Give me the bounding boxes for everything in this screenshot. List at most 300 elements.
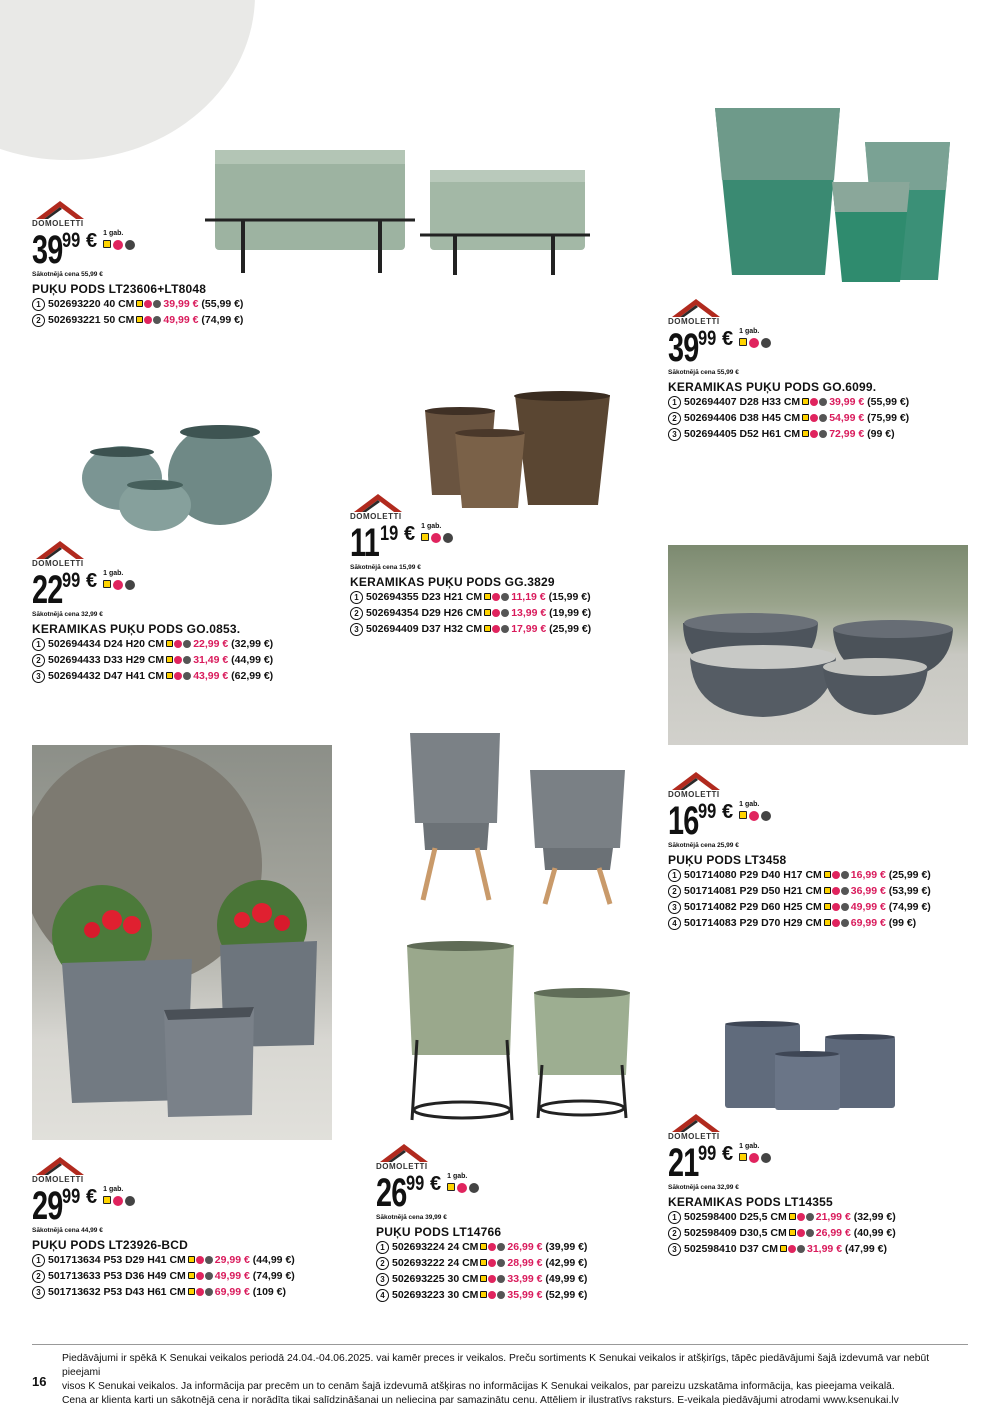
variant-row [668, 410, 968, 426]
domoletti-logo [32, 197, 88, 221]
no-discount-icon [196, 1272, 204, 1280]
product-go6099 [668, 295, 968, 442]
no-discount-icon [749, 1153, 759, 1163]
variant-old-price: (32,99 €) [231, 638, 274, 650]
no-discount-icon [832, 919, 840, 927]
variant-price: 72,99 € [829, 428, 865, 440]
original-price: Sākotnējā cena 32,99 € [668, 1184, 739, 1191]
no-discount-icon [113, 580, 123, 590]
variant-row [668, 867, 968, 883]
no-discount-icon [457, 1183, 467, 1193]
variant-row [32, 1252, 312, 1268]
variant-size: D37 H32 CM [421, 623, 483, 635]
brand-name: DOMOLETTI [32, 219, 84, 228]
product-go0853 [32, 537, 312, 684]
loyalty-icon [153, 316, 161, 324]
no-discount-icon [488, 1259, 496, 1267]
price-icons [739, 338, 771, 348]
variant-price: 22,99 € [193, 638, 229, 650]
loyalty-icon [819, 398, 827, 406]
price-icons [447, 1183, 479, 1193]
variant-old-price: (44,99 €) [252, 1254, 295, 1266]
domoletti-logo [32, 537, 88, 561]
card-icon [824, 887, 831, 894]
variant-size: P53 D43 H61 CM [103, 1286, 186, 1298]
loyalty-icon [761, 1153, 771, 1163]
variant-old-price: (55,99 €) [201, 298, 244, 310]
variant-number: 1 [32, 638, 45, 651]
loyalty-icon [501, 609, 509, 617]
card-icon [789, 1213, 796, 1220]
card-icon [484, 625, 491, 632]
loyalty-icon [183, 640, 191, 648]
variant-row [668, 1209, 968, 1225]
variant-row [668, 394, 968, 410]
loyalty-icon [125, 240, 135, 250]
product-title: KERAMIKAS PUĶU PODS GO.6099. [668, 380, 877, 394]
card-icon [739, 338, 747, 346]
card-icon [480, 1291, 487, 1298]
unit-block [103, 1186, 135, 1206]
variant-number: 2 [668, 1227, 681, 1240]
variant-number: 2 [668, 412, 681, 425]
price-tag [32, 1186, 312, 1226]
card-icon [824, 871, 831, 878]
variant-code: 502694434 [48, 638, 101, 650]
no-discount-icon [488, 1275, 496, 1283]
variant-code: 501713633 [48, 1270, 101, 1282]
variant-row [376, 1239, 656, 1255]
variant-icons [824, 871, 849, 879]
variant-size: D29 H26 CM [421, 607, 483, 619]
variant-size: 24 CM [447, 1241, 479, 1253]
loyalty-icon [806, 1229, 814, 1237]
no-discount-icon [431, 533, 441, 543]
variant-price: 28,99 € [507, 1257, 543, 1269]
variant-size: P53 D36 H49 CM [103, 1270, 186, 1282]
loyalty-icon [443, 533, 453, 543]
loyalty-icon [497, 1259, 505, 1267]
variant-price: 69,99 € [214, 1286, 250, 1298]
variant-icons [484, 625, 509, 633]
variant-row [668, 899, 968, 915]
card-icon [103, 1196, 111, 1204]
domoletti-logo [376, 1140, 432, 1164]
variant-size: D23 H21 CM [421, 591, 483, 603]
original-price: Sākotnējā cena 55,99 € [668, 369, 739, 376]
price-integer: 22 [32, 568, 63, 612]
variant-code: 501713634 [48, 1254, 101, 1266]
variant-row [350, 589, 630, 605]
card-icon [188, 1256, 195, 1263]
variant-row [32, 296, 272, 312]
no-discount-icon [749, 338, 759, 348]
variant-size: D47 H41 CM [103, 670, 165, 682]
product-title: PUĶU PODS LT3458 [668, 853, 787, 867]
variant-price: 36,99 € [850, 885, 886, 897]
variant-row [668, 915, 968, 931]
variant-price: 39,99 € [829, 396, 865, 408]
unit-label: 1 gab. [739, 801, 760, 808]
variant-price: 31,99 € [807, 1243, 843, 1255]
price-icons [739, 811, 771, 821]
variant-code: 502694355 [366, 591, 419, 603]
original-price: Sākotnējā cena 55,99 € [32, 271, 103, 278]
price-tag [32, 230, 272, 270]
card-icon [739, 1153, 747, 1161]
variant-size: D52 H61 CM [739, 428, 801, 440]
loyalty-icon [205, 1256, 213, 1264]
loyalty-icon [841, 871, 849, 879]
variant-code: 502694405 [684, 428, 737, 440]
card-icon [447, 1183, 455, 1191]
variant-size: 30 CM [447, 1273, 479, 1285]
price-icons [739, 1153, 771, 1163]
card-icon [789, 1229, 796, 1236]
variant-number: 2 [32, 654, 45, 667]
variant-old-price: (99 €) [867, 428, 895, 440]
unit-label: 1 gab. [447, 1173, 468, 1180]
variant-size: P29 D50 H21 CM [739, 885, 822, 897]
price-integer: 39 [32, 228, 63, 272]
no-discount-icon [174, 640, 182, 648]
price-tag [668, 1143, 968, 1183]
variant-number: 3 [376, 1273, 389, 1286]
variant-size: 24 CM [447, 1257, 479, 1269]
variant-row [376, 1255, 656, 1271]
price-decimals: 99 [406, 1172, 425, 1195]
variant-icons [166, 640, 191, 648]
variant-old-price: (15,99 €) [548, 591, 591, 603]
variant-icons [136, 300, 161, 308]
price-currency: € [722, 328, 734, 350]
price-currency: € [404, 523, 416, 545]
no-discount-icon [492, 609, 500, 617]
price-tag [668, 328, 968, 368]
variant-code: 502693225 [392, 1273, 445, 1285]
variant-number: 1 [668, 1211, 681, 1224]
loyalty-icon [761, 811, 771, 821]
variant-icons [802, 414, 827, 422]
variant-code: 502693224 [392, 1241, 445, 1253]
price-currency: € [86, 570, 98, 592]
card-icon [739, 811, 747, 819]
variant-size: P29 D70 H29 CM [739, 917, 822, 929]
variant-price: 31,49 € [193, 654, 229, 666]
variant-row [376, 1287, 656, 1303]
domoletti-logo [668, 768, 724, 792]
variant-icons [188, 1256, 213, 1264]
card-icon [802, 430, 809, 437]
price-decimals: 99 [62, 1185, 81, 1208]
variant-row [32, 636, 312, 652]
unit-block [739, 328, 771, 348]
variant-number: 2 [668, 885, 681, 898]
price-decimals: 99 [698, 327, 717, 350]
price-icons [103, 240, 135, 250]
green-pots-stand-image [402, 940, 634, 1125]
variant-code: 502598400 [684, 1211, 737, 1223]
no-discount-icon [832, 871, 840, 879]
variant-size: 40 CM [103, 298, 135, 310]
card-icon [166, 640, 173, 647]
brand-name: DOMOLETTI [668, 1132, 720, 1141]
loyalty-icon [501, 625, 509, 633]
unit-block [447, 1173, 479, 1193]
variant-size: 50 CM [103, 314, 135, 326]
variant-number: 1 [350, 591, 363, 604]
price-currency: € [86, 1186, 98, 1208]
loyalty-icon [501, 593, 509, 601]
variant-old-price: (32,99 €) [853, 1211, 896, 1223]
variant-price: 49,99 € [850, 901, 886, 913]
no-discount-icon [797, 1229, 805, 1237]
card-icon [166, 656, 173, 663]
product-lt14766 [376, 1140, 656, 1303]
variant-price: 35,99 € [507, 1289, 543, 1301]
price-icons [103, 1196, 135, 1206]
variant-price: 49,99 € [163, 314, 199, 326]
product-title: PUĶU PODS LT23926-BCD [32, 1238, 189, 1252]
variant-old-price: (42,99 €) [545, 1257, 588, 1269]
price-currency: € [722, 801, 734, 823]
variant-price: 26,99 € [815, 1227, 851, 1239]
unit-label: 1 gab. [739, 328, 760, 335]
price-decimals: 99 [62, 229, 81, 252]
no-discount-icon [797, 1213, 805, 1221]
variant-price: 49,99 € [214, 1270, 250, 1282]
original-price: Sākotnējā cena 15,99 € [350, 564, 421, 571]
price-integer: 21 [668, 1141, 699, 1185]
brand-name: DOMOLETTI [32, 559, 84, 568]
loyalty-icon [125, 580, 135, 590]
card-icon [802, 398, 809, 405]
no-discount-icon [196, 1288, 204, 1296]
variant-code: 502693223 [392, 1289, 445, 1301]
unit-block [739, 1143, 771, 1163]
domoletti-logo [668, 1110, 724, 1134]
variant-old-price: (53,99 €) [888, 885, 931, 897]
variant-old-price: (99 €) [888, 917, 917, 929]
original-price: Sākotnējā cena 39,99 € [376, 1214, 447, 1221]
price-currency: € [86, 230, 98, 252]
variant-row [668, 883, 968, 899]
variant-number: 2 [32, 1270, 45, 1283]
brand-name: DOMOLETTI [376, 1162, 428, 1171]
no-discount-icon [810, 414, 818, 422]
variant-price: 29,99 € [214, 1254, 250, 1266]
footer-line-1: Piedāvājumi ir spēkā K Senukai veikalos periodā 24.04.-04.06.2025. vai kamēr preces ir veikalos. Preču sortiments K Senukai veikalos ir atšķirīgs, tāpēc piedāvājumi šajā izdevumā var nebūt pieejami [62, 1353, 930, 1378]
product-lt23926 [32, 1153, 312, 1300]
card-icon [188, 1272, 195, 1279]
product-title: KERAMIKAS PODS LT14355 [668, 1195, 833, 1209]
product-lt23606 [32, 197, 272, 328]
variant-old-price: (74,99 €) [201, 314, 244, 326]
variant-price: 33,99 € [507, 1273, 543, 1285]
card-icon [480, 1275, 487, 1282]
variant-size: P29 D40 H17 CM [739, 869, 822, 881]
card-icon [824, 903, 831, 910]
variant-code: 502694433 [48, 654, 101, 666]
variant-code: 502694407 [684, 396, 737, 408]
variant-row [350, 605, 630, 621]
variant-icons [789, 1229, 814, 1237]
unit-block [103, 230, 135, 250]
card-icon [480, 1243, 487, 1250]
loyalty-icon [153, 300, 161, 308]
variant-icons [824, 919, 849, 927]
product-gg3829 [350, 490, 630, 637]
variant-row [32, 668, 312, 684]
unit-block [739, 801, 771, 821]
price-tag [350, 523, 630, 563]
no-discount-icon [113, 240, 123, 250]
variant-price: 17,99 € [511, 623, 547, 635]
variant-old-price: (74,99 €) [252, 1270, 295, 1282]
grey-pots-legs-image [405, 728, 635, 908]
variant-price: 26,99 € [507, 1241, 543, 1253]
card-icon [824, 919, 831, 926]
variant-price: 54,99 € [829, 412, 865, 424]
loyalty-icon [841, 887, 849, 895]
price-integer: 39 [668, 326, 699, 370]
variant-icons [802, 430, 827, 438]
variant-icons [480, 1259, 505, 1267]
variant-price: 21,99 € [815, 1211, 851, 1223]
variant-code: 501714080 [684, 869, 737, 881]
loyalty-icon [819, 414, 827, 422]
price-integer: 16 [668, 799, 699, 843]
no-discount-icon [144, 300, 152, 308]
variant-old-price: (75,99 €) [867, 412, 910, 424]
price-tag [32, 570, 312, 610]
green-ceramic-pots-image [710, 100, 960, 290]
bowl-pots-photo [668, 545, 968, 745]
price-decimals: 99 [698, 800, 717, 823]
variant-old-price: (44,99 €) [231, 654, 274, 666]
loyalty-icon [205, 1272, 213, 1280]
variant-number: 4 [376, 1289, 389, 1302]
footer-text [62, 1352, 962, 1408]
product-title: PUĶU PODS LT14766 [376, 1225, 502, 1239]
variant-old-price: (19,99 €) [549, 607, 592, 619]
price-currency: € [430, 1173, 442, 1195]
variant-number: 1 [32, 1254, 45, 1267]
variant-old-price: (25,99 €) [549, 623, 592, 635]
loyalty-icon [806, 1213, 814, 1221]
product-title: KERAMIKAS PUĶU PODS GG.3829 [350, 575, 555, 589]
variant-number: 1 [376, 1241, 389, 1254]
variant-number: 2 [32, 314, 45, 327]
price-tag [668, 801, 968, 841]
loyalty-icon [497, 1243, 505, 1251]
unit-label: 1 gab. [103, 570, 124, 577]
unit-label: 1 gab. [103, 230, 124, 237]
variant-number: 3 [32, 1286, 45, 1299]
decorative-circle [0, 0, 255, 160]
variant-old-price: (49,99 €) [545, 1273, 588, 1285]
variant-size: D38 H45 CM [739, 412, 801, 424]
brand-name: DOMOLETTI [350, 512, 402, 521]
variant-icons [188, 1288, 213, 1296]
card-icon [484, 593, 491, 600]
card-icon [103, 580, 111, 588]
loyalty-icon [819, 430, 827, 438]
variant-code: 502598410 [684, 1243, 737, 1255]
product-lt14355 [668, 1110, 968, 1257]
price-currency: € [722, 1143, 734, 1165]
variant-icons [480, 1275, 505, 1283]
variant-price: 39,99 € [163, 298, 199, 310]
variant-old-price: (52,99 €) [545, 1289, 588, 1301]
price-decimals: 99 [698, 1142, 717, 1165]
no-discount-icon [174, 672, 182, 680]
unit-block [103, 570, 135, 590]
variant-size: D28 H33 CM [739, 396, 801, 408]
variant-size: D37 CM [739, 1243, 778, 1255]
variant-row [376, 1271, 656, 1287]
no-discount-icon [492, 593, 500, 601]
variant-icons [824, 887, 849, 895]
variant-code: 502693221 [48, 314, 101, 326]
price-decimals: 19 [380, 522, 399, 545]
variant-icons [484, 609, 509, 617]
blue-ceramic-pots-image [80, 420, 275, 532]
price-icons [103, 580, 135, 590]
card-icon [421, 533, 429, 541]
variant-old-price: (55,99 €) [867, 396, 910, 408]
variant-number: 4 [668, 917, 681, 930]
variant-price: 16,99 € [850, 869, 886, 881]
variant-price: 13,99 € [511, 607, 547, 619]
domoletti-logo [350, 490, 406, 514]
variant-number: 2 [350, 607, 363, 620]
price-integer: 11 [350, 521, 380, 565]
variant-icons [480, 1243, 505, 1251]
brand-name: DOMOLETTI [668, 790, 720, 799]
page-number: 16 [32, 1374, 47, 1389]
loyalty-icon [761, 338, 771, 348]
card-icon [103, 240, 111, 248]
variant-old-price: (47,99 €) [844, 1243, 887, 1255]
card-icon [484, 609, 491, 616]
variant-row [32, 312, 272, 328]
variant-size: D25,5 CM [739, 1211, 787, 1223]
footer-line-3: Cena ar klienta karti un sākotnējā cena ir norādīta tikai salīdzināšanai un neliecina par samazinātu cenu. Attēliem ir ilustratīvs raksturs. E-veikala piedāvājumi atrodami www.ksenukai.lv [62, 1395, 899, 1406]
variant-price: 43,99 € [193, 670, 229, 682]
loyalty-icon [841, 919, 849, 927]
variant-number: 3 [668, 1243, 681, 1256]
variant-old-price: (40,99 €) [853, 1227, 896, 1239]
variant-icons [166, 656, 191, 664]
unit-label: 1 gab. [739, 1143, 760, 1150]
no-discount-icon [788, 1245, 796, 1253]
variant-number: 3 [32, 670, 45, 683]
variant-row [350, 621, 630, 637]
no-discount-icon [488, 1243, 496, 1251]
variant-code: 501714081 [684, 885, 737, 897]
variant-row [668, 1225, 968, 1241]
unit-label: 1 gab. [103, 1186, 124, 1193]
variant-old-price: (109 €) [252, 1286, 287, 1298]
variant-price: 11,19 € [511, 591, 546, 603]
variant-number: 1 [668, 396, 681, 409]
variant-number: 1 [668, 869, 681, 882]
variant-size: 30 CM [447, 1289, 479, 1301]
price-integer: 26 [376, 1171, 407, 1215]
original-price: Sākotnējā cena 44,99 € [32, 1227, 103, 1234]
variant-number: 3 [668, 428, 681, 441]
